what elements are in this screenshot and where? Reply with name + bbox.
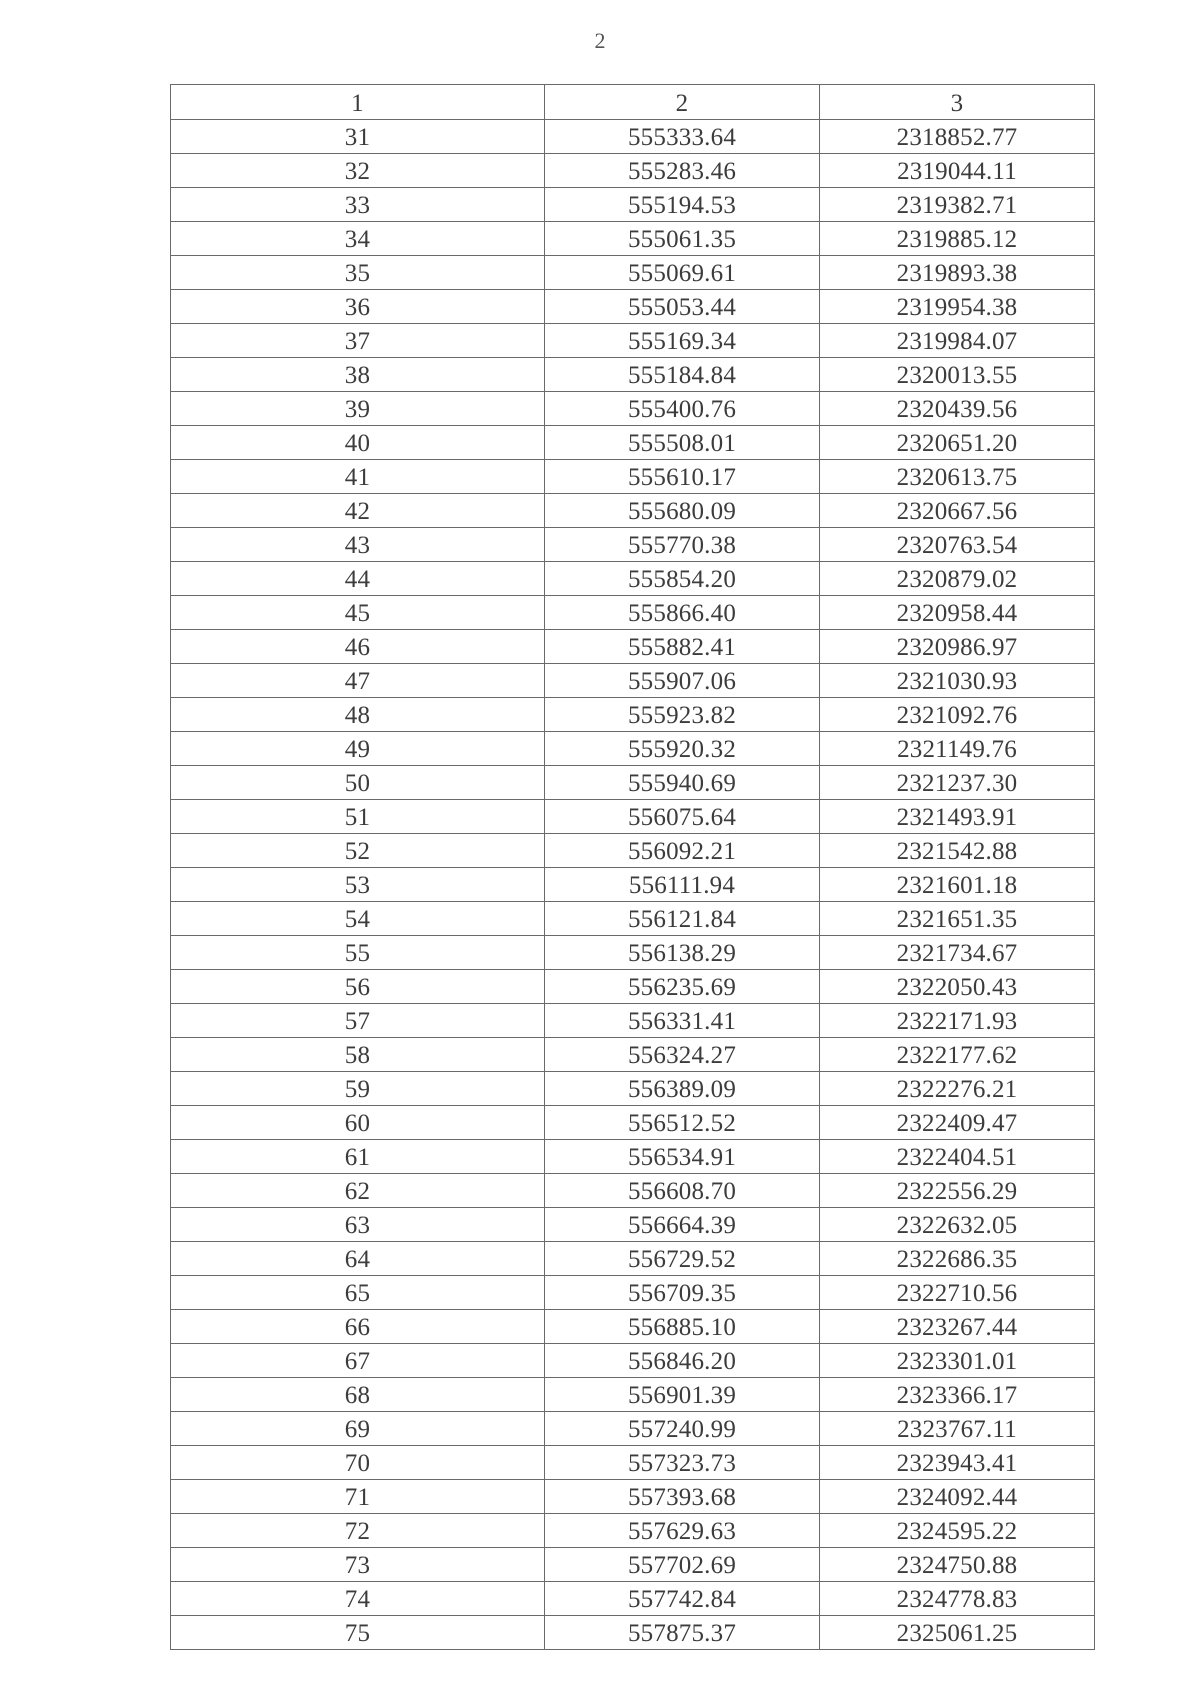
y-coordinate-cell: 2319954.38 <box>820 290 1095 324</box>
point-number-cell: 74 <box>171 1582 545 1616</box>
table-row <box>171 120 1095 154</box>
y-coordinate-cell: 2320651.20 <box>820 426 1095 460</box>
x-coordinate-cell: 556075.64 <box>545 800 820 834</box>
x-coordinate-cell: 555920.32 <box>545 732 820 766</box>
x-coordinate-cell: 556512.52 <box>545 1106 820 1140</box>
table-row <box>171 1412 1095 1446</box>
point-number-cell: 66 <box>171 1310 545 1344</box>
point-number-cell: 56 <box>171 970 545 1004</box>
x-coordinate-cell: 555923.82 <box>545 698 820 732</box>
x-coordinate-cell: 556709.35 <box>545 1276 820 1310</box>
y-coordinate-cell: 2321092.76 <box>820 698 1095 732</box>
column-header-3: 3 <box>820 85 1095 120</box>
point-number-cell: 47 <box>171 664 545 698</box>
x-coordinate-cell: 555069.61 <box>545 256 820 290</box>
y-coordinate-cell: 2323267.44 <box>820 1310 1095 1344</box>
x-coordinate-cell: 555194.53 <box>545 188 820 222</box>
point-number-cell: 46 <box>171 630 545 664</box>
page-number: 2 <box>594 28 606 53</box>
x-coordinate-cell: 555053.44 <box>545 290 820 324</box>
table-header-row <box>171 85 1095 120</box>
x-coordinate-cell: 555610.17 <box>545 460 820 494</box>
x-coordinate-cell: 557393.68 <box>545 1480 820 1514</box>
x-coordinate-cell: 555169.34 <box>545 324 820 358</box>
y-coordinate-cell: 2319893.38 <box>820 256 1095 290</box>
x-coordinate-cell: 556121.84 <box>545 902 820 936</box>
table-row <box>171 256 1095 290</box>
y-coordinate-cell: 2320763.54 <box>820 528 1095 562</box>
y-coordinate-cell: 2321149.76 <box>820 732 1095 766</box>
point-number-cell: 34 <box>171 222 545 256</box>
x-coordinate-cell: 557742.84 <box>545 1582 820 1616</box>
column-header-2: 2 <box>545 85 820 120</box>
point-number-cell: 69 <box>171 1412 545 1446</box>
point-number-cell: 31 <box>171 120 545 154</box>
y-coordinate-cell: 2319885.12 <box>820 222 1095 256</box>
y-coordinate-cell: 2320613.75 <box>820 460 1095 494</box>
table-row <box>171 902 1095 936</box>
table-row <box>171 358 1095 392</box>
table-row <box>171 1616 1095 1650</box>
y-coordinate-cell: 2322686.35 <box>820 1242 1095 1276</box>
x-coordinate-cell: 555061.35 <box>545 222 820 256</box>
y-coordinate-cell: 2322632.05 <box>820 1208 1095 1242</box>
y-coordinate-cell: 2322177.62 <box>820 1038 1095 1072</box>
table-row <box>171 562 1095 596</box>
x-coordinate-cell: 556534.91 <box>545 1140 820 1174</box>
point-number-cell: 32 <box>171 154 545 188</box>
table-row <box>171 664 1095 698</box>
y-coordinate-cell: 2319984.07 <box>820 324 1095 358</box>
x-coordinate-cell: 556331.41 <box>545 1004 820 1038</box>
table-row <box>171 392 1095 426</box>
point-number-cell: 58 <box>171 1038 545 1072</box>
point-number-cell: 57 <box>171 1004 545 1038</box>
table-row <box>171 1514 1095 1548</box>
point-number-cell: 49 <box>171 732 545 766</box>
table-row <box>171 1378 1095 1412</box>
table-row <box>171 1548 1095 1582</box>
point-number-cell: 64 <box>171 1242 545 1276</box>
x-coordinate-cell: 557629.63 <box>545 1514 820 1548</box>
table-row <box>171 732 1095 766</box>
y-coordinate-cell: 2321542.88 <box>820 834 1095 868</box>
table-row <box>171 290 1095 324</box>
x-coordinate-cell: 557240.99 <box>545 1412 820 1446</box>
table-row <box>171 868 1095 902</box>
point-number-cell: 72 <box>171 1514 545 1548</box>
table-row <box>171 154 1095 188</box>
x-coordinate-cell: 556138.29 <box>545 936 820 970</box>
y-coordinate-cell: 2321237.30 <box>820 766 1095 800</box>
x-coordinate-cell: 555184.84 <box>545 358 820 392</box>
point-number-cell: 62 <box>171 1174 545 1208</box>
y-coordinate-cell: 2322171.93 <box>820 1004 1095 1038</box>
y-coordinate-cell: 2323301.01 <box>820 1344 1095 1378</box>
x-coordinate-cell: 555770.38 <box>545 528 820 562</box>
x-coordinate-cell: 557702.69 <box>545 1548 820 1582</box>
y-coordinate-cell: 2321734.67 <box>820 936 1095 970</box>
y-coordinate-cell: 2322404.51 <box>820 1140 1095 1174</box>
point-number-cell: 41 <box>171 460 545 494</box>
table-row <box>171 1004 1095 1038</box>
table-row <box>171 698 1095 732</box>
y-coordinate-cell: 2318852.77 <box>820 120 1095 154</box>
point-number-cell: 75 <box>171 1616 545 1650</box>
y-coordinate-cell: 2320986.97 <box>820 630 1095 664</box>
table-row <box>171 494 1095 528</box>
point-number-cell: 68 <box>171 1378 545 1412</box>
table-row <box>171 1582 1095 1616</box>
table-row <box>171 1072 1095 1106</box>
x-coordinate-cell: 556729.52 <box>545 1242 820 1276</box>
point-number-cell: 40 <box>171 426 545 460</box>
point-number-cell: 43 <box>171 528 545 562</box>
table-row <box>171 460 1095 494</box>
y-coordinate-cell: 2322276.21 <box>820 1072 1095 1106</box>
table-row <box>171 936 1095 970</box>
table-body <box>171 120 1095 1650</box>
point-number-cell: 42 <box>171 494 545 528</box>
table-row <box>171 1208 1095 1242</box>
table-row <box>171 596 1095 630</box>
y-coordinate-cell: 2320879.02 <box>820 562 1095 596</box>
point-number-cell: 71 <box>171 1480 545 1514</box>
x-coordinate-cell: 556389.09 <box>545 1072 820 1106</box>
point-number-cell: 48 <box>171 698 545 732</box>
x-coordinate-cell: 555866.40 <box>545 596 820 630</box>
y-coordinate-cell: 2323366.17 <box>820 1378 1095 1412</box>
x-coordinate-cell: 557323.73 <box>545 1446 820 1480</box>
y-coordinate-cell: 2321601.18 <box>820 868 1095 902</box>
x-coordinate-cell: 556235.69 <box>545 970 820 1004</box>
point-number-cell: 63 <box>171 1208 545 1242</box>
x-coordinate-cell: 556885.10 <box>545 1310 820 1344</box>
y-coordinate-cell: 2324750.88 <box>820 1548 1095 1582</box>
y-coordinate-cell: 2320439.56 <box>820 392 1095 426</box>
x-coordinate-cell: 556901.39 <box>545 1378 820 1412</box>
point-number-cell: 36 <box>171 290 545 324</box>
point-number-cell: 54 <box>171 902 545 936</box>
table-row <box>171 970 1095 1004</box>
y-coordinate-cell: 2321651.35 <box>820 902 1095 936</box>
y-coordinate-cell: 2322409.47 <box>820 1106 1095 1140</box>
point-number-cell: 55 <box>171 936 545 970</box>
x-coordinate-cell: 555854.20 <box>545 562 820 596</box>
table-row <box>171 324 1095 358</box>
y-coordinate-cell: 2320667.56 <box>820 494 1095 528</box>
y-coordinate-cell: 2323767.11 <box>820 1412 1095 1446</box>
point-number-cell: 70 <box>171 1446 545 1480</box>
y-coordinate-cell: 2321493.91 <box>820 800 1095 834</box>
y-coordinate-cell: 2325061.25 <box>820 1616 1095 1650</box>
table-row <box>171 222 1095 256</box>
x-coordinate-cell: 556846.20 <box>545 1344 820 1378</box>
point-number-cell: 53 <box>171 868 545 902</box>
table-row <box>171 426 1095 460</box>
table-row <box>171 834 1095 868</box>
y-coordinate-cell: 2322050.43 <box>820 970 1095 1004</box>
point-number-cell: 67 <box>171 1344 545 1378</box>
y-coordinate-cell: 2319382.71 <box>820 188 1095 222</box>
point-number-cell: 44 <box>171 562 545 596</box>
y-coordinate-cell: 2319044.11 <box>820 154 1095 188</box>
y-coordinate-cell: 2321030.93 <box>820 664 1095 698</box>
table-row <box>171 1140 1095 1174</box>
x-coordinate-cell: 555400.76 <box>545 392 820 426</box>
point-number-cell: 52 <box>171 834 545 868</box>
point-number-cell: 39 <box>171 392 545 426</box>
x-coordinate-cell: 556111.94 <box>545 868 820 902</box>
x-coordinate-cell: 556324.27 <box>545 1038 820 1072</box>
x-coordinate-cell: 555333.64 <box>545 120 820 154</box>
table-row <box>171 1174 1095 1208</box>
y-coordinate-cell: 2320013.55 <box>820 358 1095 392</box>
x-coordinate-cell: 555907.06 <box>545 664 820 698</box>
point-number-cell: 38 <box>171 358 545 392</box>
point-number-cell: 45 <box>171 596 545 630</box>
y-coordinate-cell: 2323943.41 <box>820 1446 1095 1480</box>
point-number-cell: 60 <box>171 1106 545 1140</box>
x-coordinate-cell: 555940.69 <box>545 766 820 800</box>
point-number-cell: 73 <box>171 1548 545 1582</box>
table-row <box>171 1106 1095 1140</box>
y-coordinate-cell: 2320958.44 <box>820 596 1095 630</box>
x-coordinate-cell: 555283.46 <box>545 154 820 188</box>
x-coordinate-cell: 557875.37 <box>545 1616 820 1650</box>
point-number-cell: 50 <box>171 766 545 800</box>
table-row <box>171 528 1095 562</box>
x-coordinate-cell: 555882.41 <box>545 630 820 664</box>
y-coordinate-cell: 2322710.56 <box>820 1276 1095 1310</box>
point-number-cell: 51 <box>171 800 545 834</box>
table-row <box>171 1038 1095 1072</box>
point-number-cell: 33 <box>171 188 545 222</box>
table-row <box>171 1480 1095 1514</box>
column-header-1: 1 <box>171 85 545 120</box>
x-coordinate-cell: 556092.21 <box>545 834 820 868</box>
x-coordinate-cell: 555680.09 <box>545 494 820 528</box>
y-coordinate-cell: 2324595.22 <box>820 1514 1095 1548</box>
point-number-cell: 35 <box>171 256 545 290</box>
point-number-cell: 59 <box>171 1072 545 1106</box>
table-row <box>171 1446 1095 1480</box>
table-row <box>171 1310 1095 1344</box>
table-row <box>171 630 1095 664</box>
point-number-cell: 65 <box>171 1276 545 1310</box>
coordinates-table <box>170 84 1095 1650</box>
table-row <box>171 800 1095 834</box>
table-row <box>171 1242 1095 1276</box>
point-number-cell: 61 <box>171 1140 545 1174</box>
y-coordinate-cell: 2322556.29 <box>820 1174 1095 1208</box>
table-row <box>171 766 1095 800</box>
x-coordinate-cell: 556608.70 <box>545 1174 820 1208</box>
table-row <box>171 1276 1095 1310</box>
y-coordinate-cell: 2324778.83 <box>820 1582 1095 1616</box>
table-row <box>171 1344 1095 1378</box>
y-coordinate-cell: 2324092.44 <box>820 1480 1095 1514</box>
point-number-cell: 37 <box>171 324 545 358</box>
x-coordinate-cell: 555508.01 <box>545 426 820 460</box>
table-row <box>171 188 1095 222</box>
x-coordinate-cell: 556664.39 <box>545 1208 820 1242</box>
